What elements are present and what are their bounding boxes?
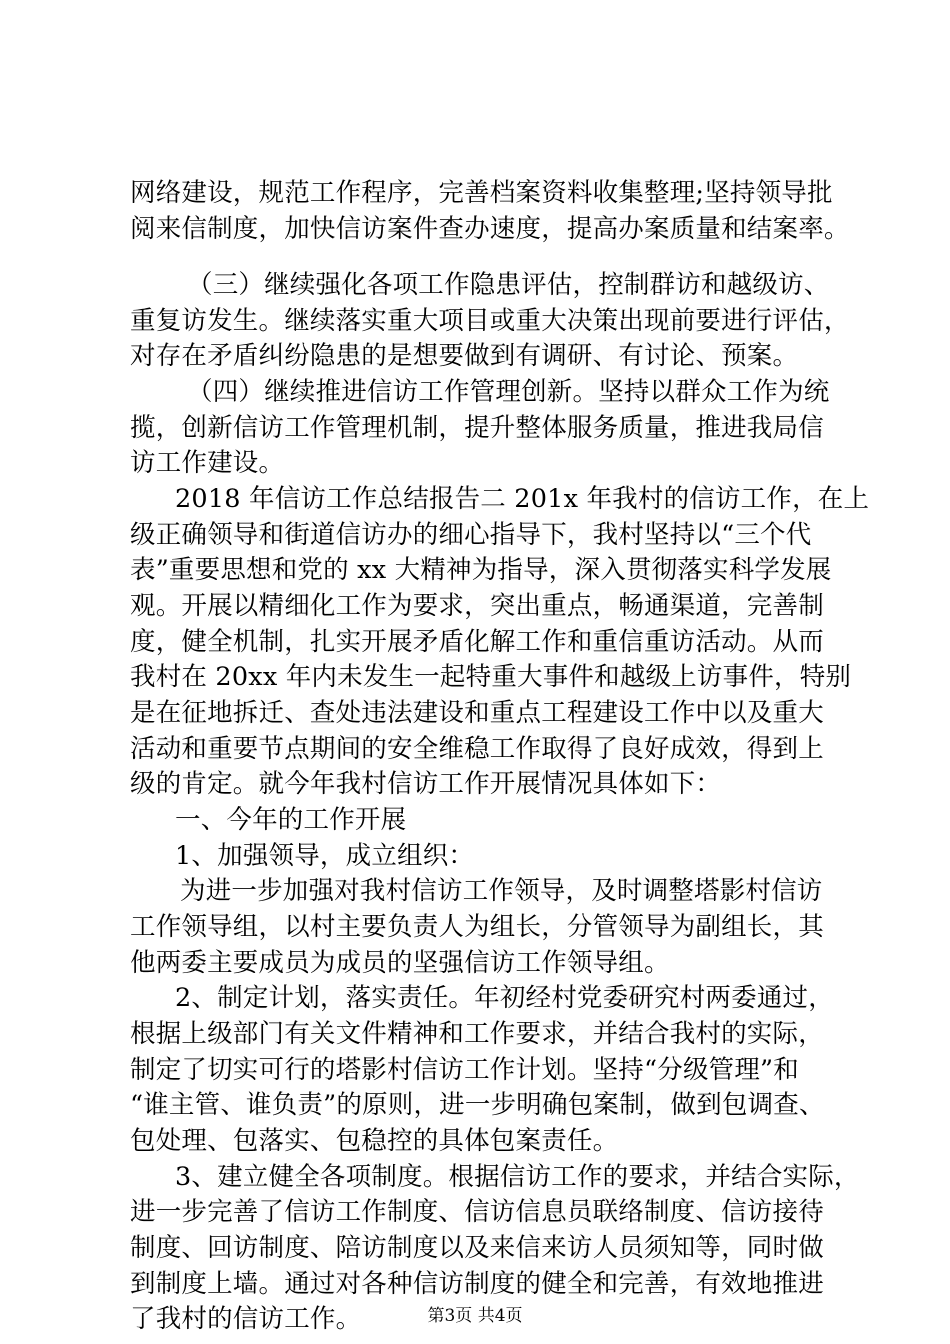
- text-line: 重复访发生。继续落实重大项目或重大决策出现前要进行评估，: [130, 306, 850, 336]
- text-line: 到制度上墙。通过对各种信访制度的健全和完善，有效地推进: [130, 1269, 824, 1299]
- text-line: 观。开展以精细化工作为要求，突出重点，畅通渠道，完善制: [130, 591, 824, 621]
- text-line: 访工作建设。: [130, 448, 285, 478]
- text-line: 制度、回访制度、陪访制度以及来信来访人员须知等，同时做: [130, 1233, 824, 1263]
- text-line: 级的肯定。就今年我村信访工作开展情况具体如下：: [130, 769, 722, 799]
- text-line: 网络建设，规范工作程序，完善档案资料收集整理;坚持领导批: [130, 178, 833, 208]
- text-line: 工作领导组，以村主要负责人为组长，分管领导为副组长，其: [130, 912, 824, 942]
- text-line: 根据上级部门有关文件精神和工作要求，并结合我村的实际，: [130, 1019, 824, 1049]
- text-line: 级正确领导和街道信访办的细心指导下，我村坚持以“三个代: [130, 520, 812, 550]
- text-line: 制定了切实可行的塔影村信访工作计划。坚持“分级管理”和: [130, 1055, 799, 1085]
- text-line: 包处理、包落实、包稳控的具体包案责任。: [130, 1126, 619, 1156]
- page-footer: 第3页 共4页: [427, 1306, 523, 1326]
- text-line: 为进一步加强对我村信访工作领导，及时调整塔影村信访: [180, 876, 823, 906]
- text-line: 活动和重要节点期间的安全维稳工作取得了良好成效，得到上: [130, 734, 824, 764]
- text-line: 阅来信制度，加快信访案件查办速度，提高办案质量和结案率。: [130, 214, 850, 244]
- text-line: 他两委主要成员为成员的坚强信访工作领导组。: [130, 948, 670, 978]
- text-line: 3、建立健全各项制度。根据信访工作的要求，并结合实际，: [175, 1162, 860, 1192]
- text-line: （四）继续推进信访工作管理创新。坚持以群众工作为统: [187, 377, 830, 407]
- text-line: 进一步完善了信访工作制度、信访信息员联络制度、信访接待: [130, 1197, 824, 1227]
- text-line: 度，健全机制，扎实开展矛盾化解工作和重信重访活动。从而: [130, 627, 824, 657]
- text-line: 我村在 20xx 年内未发生一起特重大事件和越级上访事件，特别: [130, 662, 852, 692]
- text-line: 了我村的信访工作。: [130, 1304, 362, 1334]
- text-line: 对存在矛盾纠纷隐患的是想要做到有调研、有讨论、预案。: [130, 341, 799, 371]
- text-line: 是在征地拆迁、查处违法建设和重点工程建设工作中以及重大: [130, 698, 824, 728]
- text-line: “谁主管、谁负责”的原则，进一步明确包案制，做到包调查、: [130, 1090, 825, 1120]
- text-line: （三）继续强化各项工作隐患评估，控制群访和越级访、: [187, 270, 830, 300]
- subsection-heading: 1、加强领导，成立组织：: [175, 841, 475, 871]
- text-line: 2、制定计划，落实责任。年初经村党委研究村两委通过，: [175, 983, 834, 1013]
- section-heading: 一、今年的工作开展: [175, 805, 407, 835]
- text-line: 表”重要思想和党的 xx 大精神为指导，深入贯彻落实科学发展: [130, 555, 832, 585]
- text-line: 2018 年信访工作总结报告二 201x 年我村的信访工作，在上: [175, 484, 870, 514]
- text-line: 揽，创新信访工作管理机制，提升整体服务质量，推进我局信: [130, 413, 824, 443]
